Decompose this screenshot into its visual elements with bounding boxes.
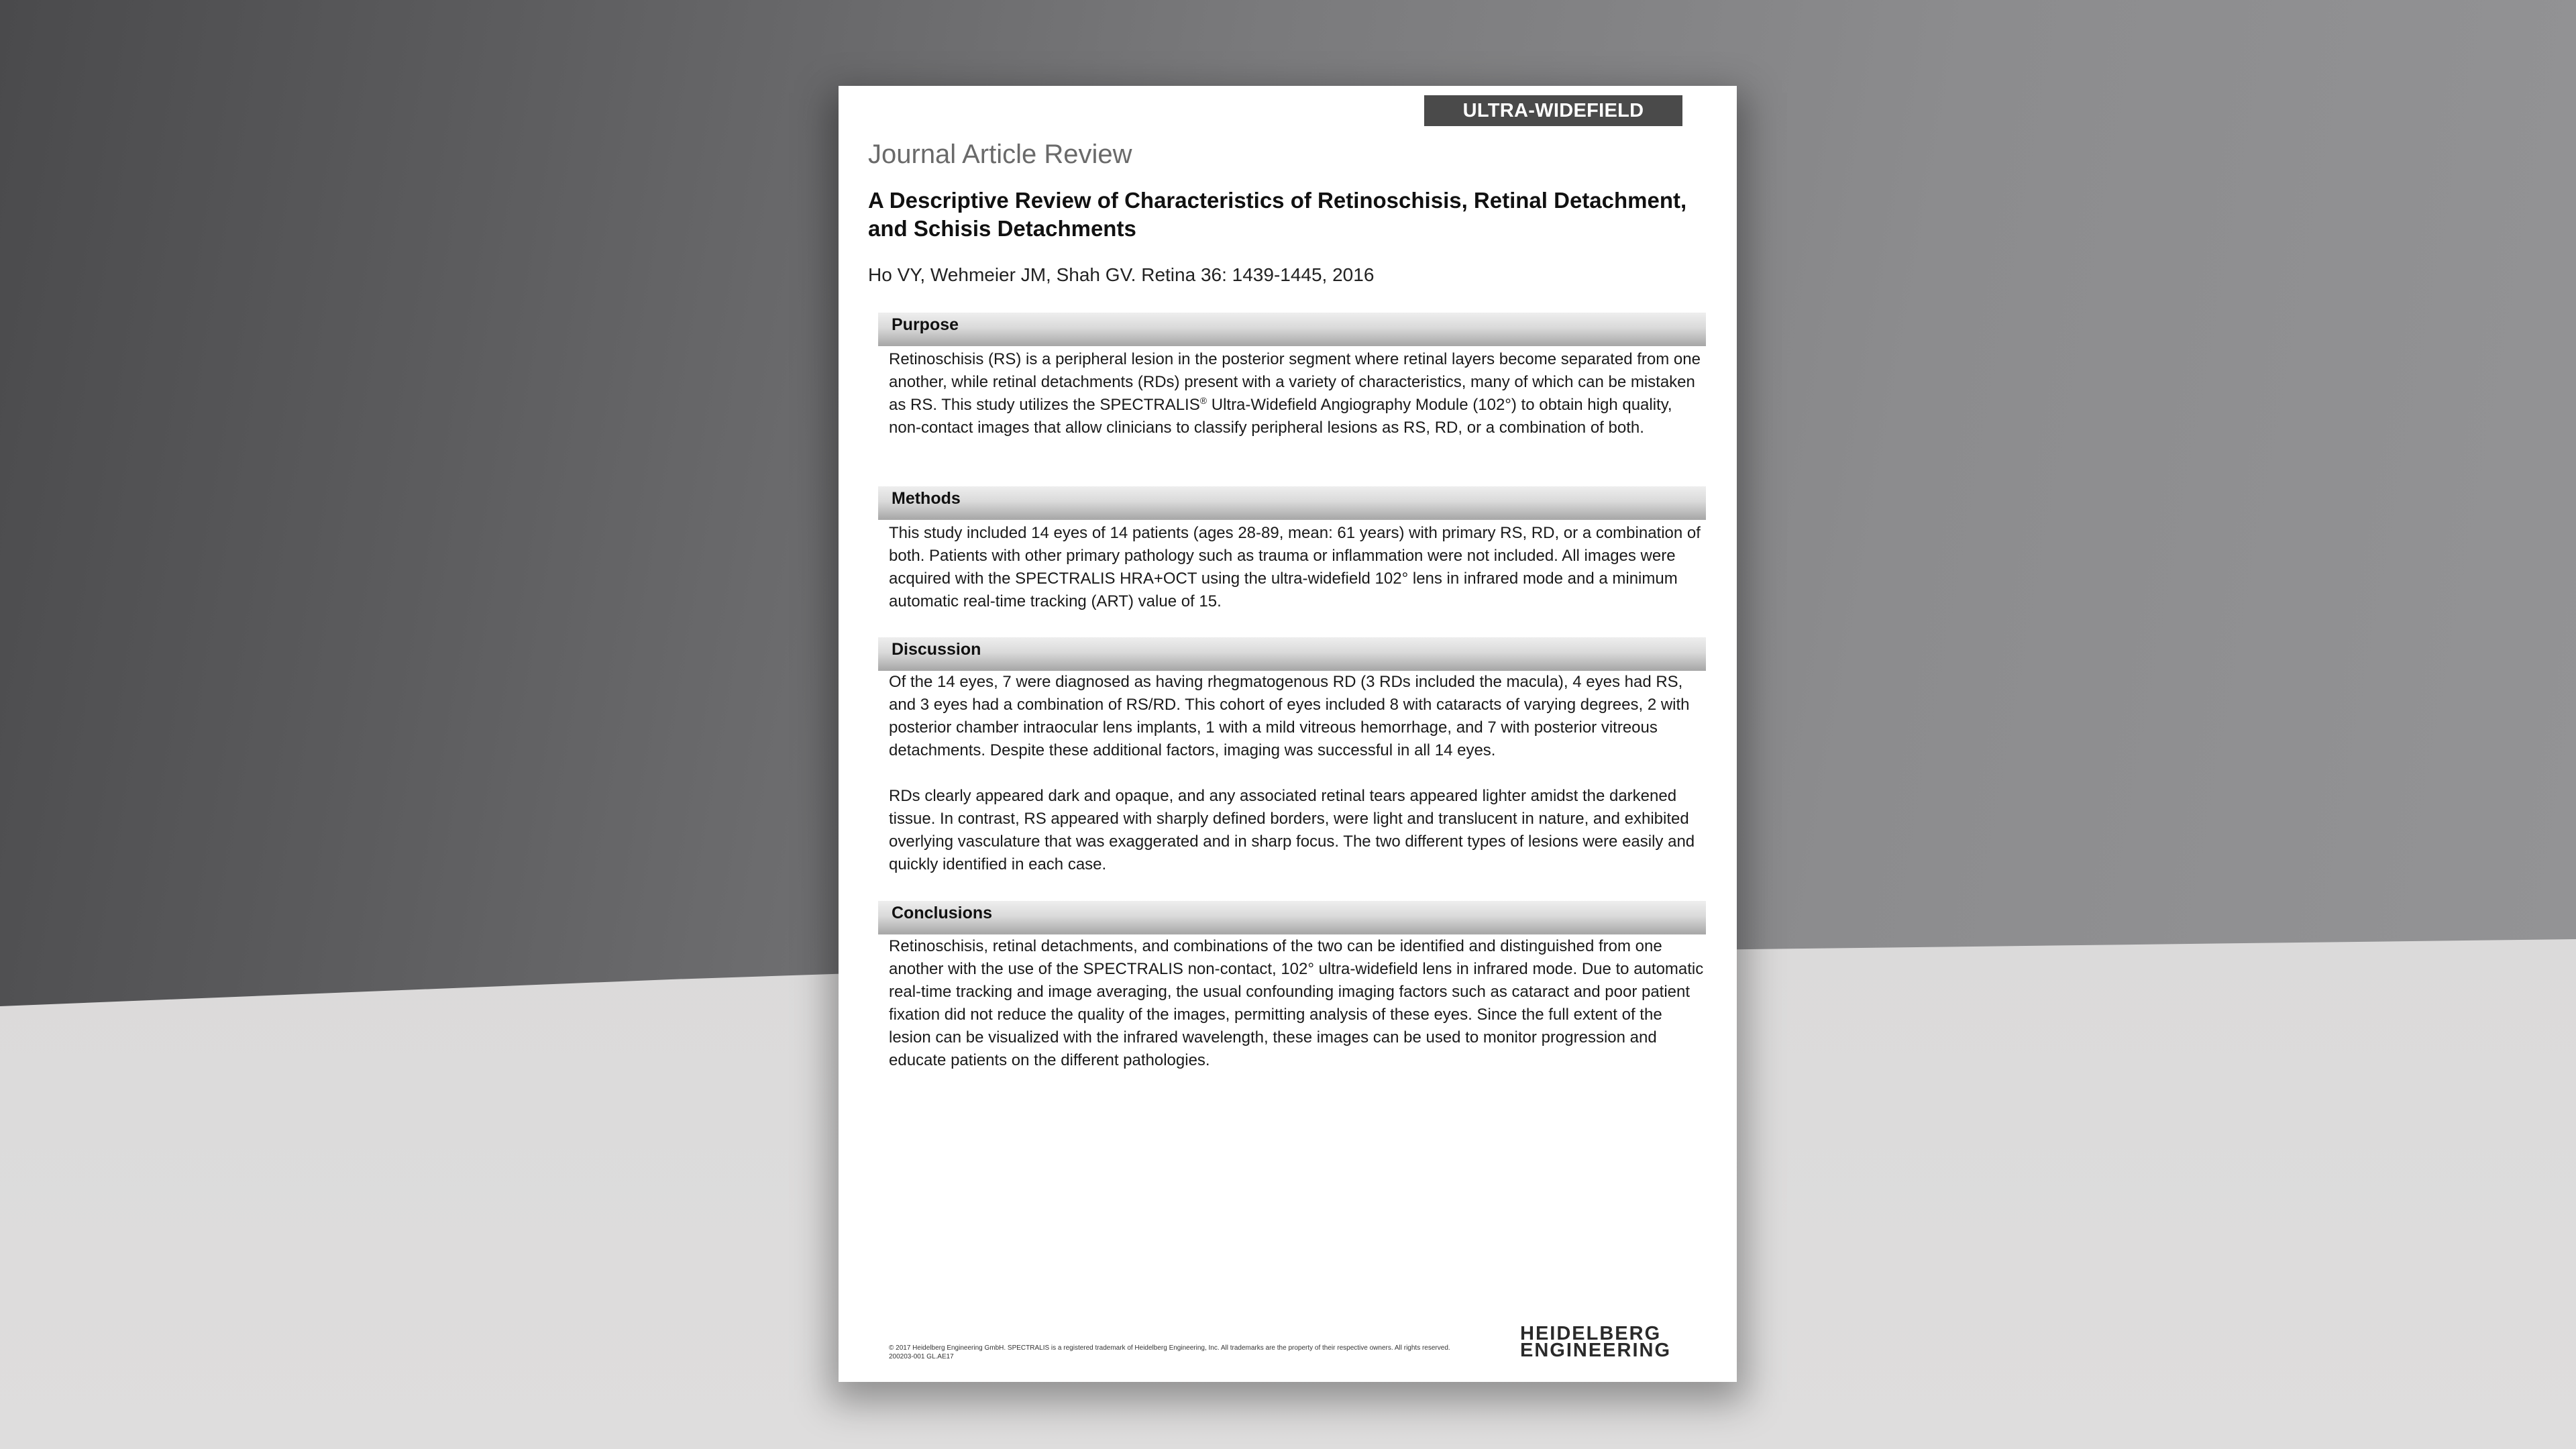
- footer-copyright: © 2017 Heidelberg Engineering GmbH. SPECTRALIS is a registered trademark of Heidelberg Engineering, Inc. All trademarks are the property of their respective owners. All rights reserved.: [889, 1344, 1450, 1352]
- methods-text: This study included 14 eyes of 14 patients (ages 28-89, mean: 61 years) with primary RS, RD, or a combination of both. Patients with other primary pathology such as trauma or inflammation were not included. All images were acquired with the SPECTRALIS HRA+OCT using the ultra-widefield 102° lens in infrared mode and a minimum automatic real-time tracking (ART) value of 15.: [889, 524, 1701, 610]
- section-heading-discussion: Discussion: [878, 637, 1706, 671]
- section-body-purpose: [889, 348, 1704, 439]
- category-tag: ULTRA-WIDEFIELD IMAGING: [1424, 95, 1682, 126]
- footer-legal: [889, 1344, 1493, 1361]
- purpose-text-part-2: Ultra-Widefield Angiography Module (102°) to obtain high quality, non-contact images that allow clinicians to classify peripheral lesions as RS, RD, or a combination of both.: [889, 396, 1672, 437]
- document-kicker: Journal Article Review: [868, 140, 1132, 169]
- purpose-text-part-1: Retinoschisis (RS) is a peripheral lesion in the posterior segment where retinal layers become separated from one another, while retinal detachments (RDs) present with a variety of characteristics, many of which can be mistaken as RS. This study utilizes the SPECTRALIS: [889, 350, 1701, 414]
- logo-line-1: HEIDELBERG: [1520, 1323, 1662, 1344]
- section-body-methods: [889, 522, 1704, 613]
- article-citation: Ho VY, Wehmeier JM, Shah GV. Retina 36: 1439-1445, 2016: [868, 264, 1375, 285]
- discussion-paragraph-2: RDs clearly appeared dark and opaque, and any associated retinal tears appeared lighter amidst the darkened tissue. In contrast, RS appeared with sharply defined borders, were light and translucent in nature, and exhibited overlying vasculature that was exaggerated and in sharp focus. The two different types of lesions were easily and quickly identified in each case.: [889, 787, 1695, 873]
- section-heading-conclusions: Conclusions: [878, 901, 1706, 934]
- section-heading-purpose: Purpose: [878, 313, 1706, 346]
- logo-line-2: ENGINEERING: [1520, 1340, 1672, 1361]
- section-body-discussion: [889, 671, 1704, 876]
- heidelberg-engineering-logo: [1520, 1323, 1672, 1361]
- section-body-conclusions: [889, 935, 1704, 1072]
- discussion-paragraph-1: Of the 14 eyes, 7 were diagnosed as having rhegmatogenous RD (3 RDs included the macula), 4 eyes had RS, and 3 eyes had a combination of RS/RD. This cohort of eyes included 8 with cataracts of varying degrees, 2 with posterior chamber intraocular lens implants, 1 with a mild vitreous hemorrhage, and 7 with posterior vitreous detachments. Despite these additional factors, imaging was successful in all 14 eyes.: [889, 673, 1690, 759]
- document-page: [839, 86, 1737, 1382]
- article-title: A Descriptive Review of Characteristics of Retinoschisis, Retinal Detachment, and Schisis Detachments: [868, 188, 1687, 241]
- section-heading-methods: Methods: [878, 486, 1706, 520]
- conclusions-text: Retinoschisis, retinal detachments, and combinations of the two can be identified and distinguished from one another with the use of the SPECTRALIS non-contact, 102° ultra-widefield lens in infrared mode. Due to automatic real-time tracking and image averaging, the usual confounding imaging factors such as cataract and poor patient fixation did not reduce the quality of the images, permitting analysis of these eyes. Since the full extent of the lesion can be visualized with the infrared wavelength, these images can be used to monitor progression and educate patients on the different pathologies.: [889, 937, 1704, 1069]
- registered-mark: ®: [1199, 395, 1208, 406]
- footer-code: 200203-001 GL.AE17: [889, 1353, 954, 1360]
